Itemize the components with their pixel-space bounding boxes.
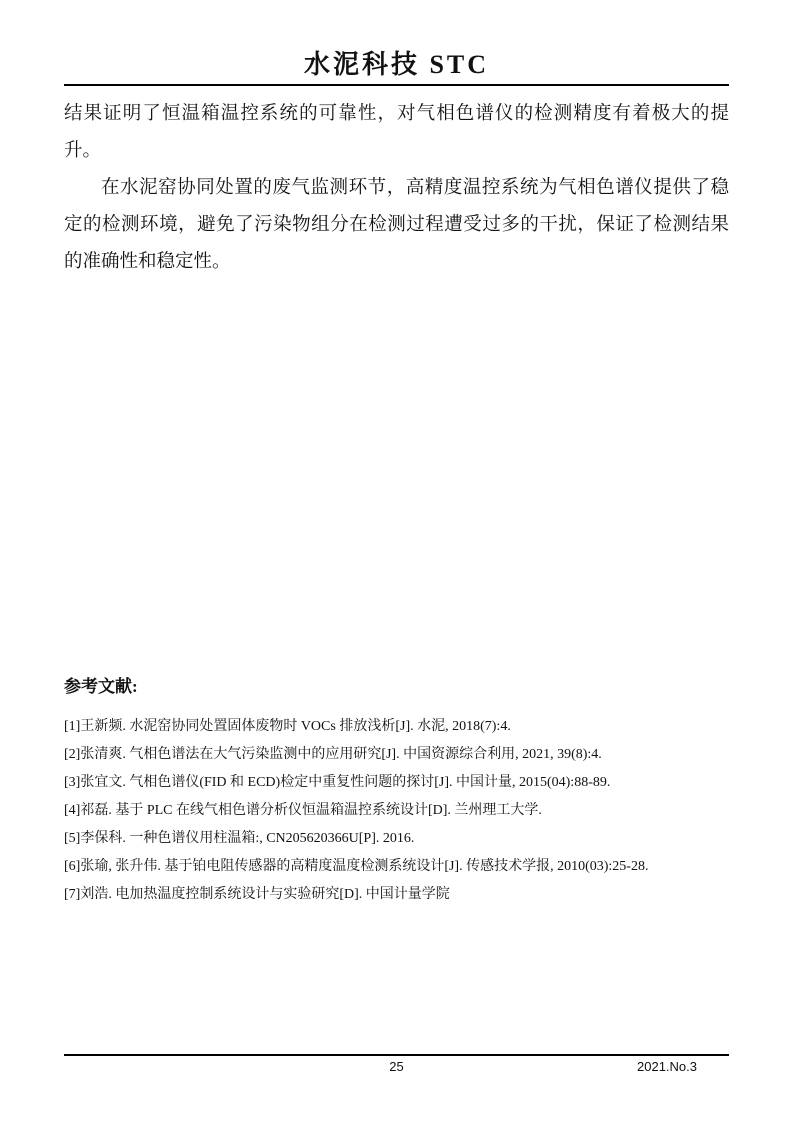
- reference-item: [6]张瑜, 张升伟. 基于铂电阻传感器的高精度温度检测系统设计[J]. 传感技术学报, 2010(03):25-28.: [64, 859, 649, 874]
- reference-item: [5]李保科. 一种色谱仪用柱温箱:, CN205620366U[P]. 2016.: [64, 831, 415, 846]
- journal-title: 水泥科技 STC: [303, 50, 490, 79]
- reference-item: [1]王新频. 水泥窑协同处置固体废物时 VOCs 排放浅析[J]. 水泥, 2018(7):4.: [64, 719, 511, 734]
- body-text: [64, 96, 729, 281]
- header-rule: [64, 84, 729, 86]
- references-list: [64, 713, 729, 909]
- page-footer: [64, 1059, 729, 1074]
- page-number: 25: [389, 1059, 404, 1074]
- issue-number: 2021.No.3: [637, 1059, 697, 1074]
- reference-item: [7]刘浩. 电加热温度控制系统设计与实验研究[D]. 中国计量学院: [64, 887, 450, 902]
- references-section: [64, 672, 729, 909]
- paragraph-conclusion: 在水泥窑协同处置的废气监测环节，高精度温控系统为气相色谱仪提供了稳定的检测环境，避免了污染物组分在检测过程遭受过多的干扰，保证了检测结果的准确性和稳定性。: [64, 178, 729, 272]
- reference-item: [3]张宜文. 气相色谱仪(FID 和 ECD)检定中重复性问题的探讨[J]. 中国计量, 2015(04):88-89.: [64, 775, 611, 790]
- references-heading: 参考文献:: [64, 677, 138, 696]
- reference-item: [4]祁磊. 基于 PLC 在线气相色谱分析仪恒温箱温控系统设计[D]. 兰州理工大学.: [64, 803, 542, 818]
- reference-item: [2]张清爽. 气相色谱法在大气污染监测中的应用研究[J]. 中国资源综合利用, 2021, 39(8):4.: [64, 747, 602, 762]
- footer-rule: [64, 1054, 729, 1056]
- paragraph-continuation: 结果证明了恒温箱温控系统的可靠性，对气相色谱仪的检测精度有着极大的提升。: [64, 104, 729, 161]
